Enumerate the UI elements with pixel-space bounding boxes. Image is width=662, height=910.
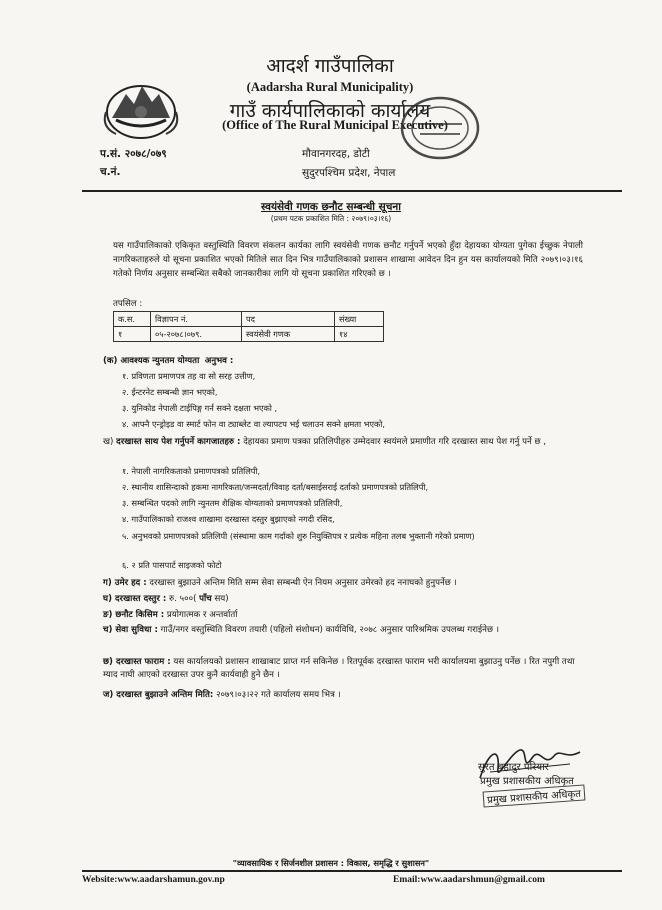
application-fee: घ) दरखास्त दस्तुर : रु. ५००( पाँच सय)	[103, 594, 229, 604]
qualification-heading: (क) आवश्यक न्युनतम योग्यता अनुभव :	[103, 356, 234, 366]
application-form: छ) दरखास्त फाराम : यस कार्यालयको प्रशासन शाखाबाट प्राप्त गर्न सकिनेछ । रितपूर्वक दरखास्त फाराम भरी कार्यालयमा बुझाउनु पर्नेछ । रित नपुगी तथा म्याद नाघी आएको दरखास्त उपर कुनै कार्यवाही हुने छैन ।	[103, 657, 575, 680]
list-item: ३. युनिकोड नेपाली टाईपिङ्ग गर्न सक्ने दक्षता भएको ,	[122, 403, 278, 413]
office-name-np: गाउँ कार्यपालिकाको कार्यालय	[229, 100, 431, 122]
table-cell: १४	[335, 327, 384, 342]
reference-number: प.सं. २०७८/०७९	[100, 148, 167, 160]
documents-heading: ख) दरखास्त साथ पेश गर्नुपर्ने कागजातहरु : देहायका प्रमाण पत्रका प्रतिलिपीहरु उम्मेदवार स्वयंमले प्रमाणीत गरि दरखास्त साथ पेश गर्नु पर्ने छ ,	[103, 437, 547, 447]
list-item: १. नेपाली नागरिकताको प्रमाणपत्रको प्रतिलिपी,	[122, 466, 261, 476]
table-header-cell: विज्ञापन नं.	[151, 312, 242, 327]
selection-method: ङ) छनौट किसिम : प्रयोगात्मक र अन्तर्वार्ता	[103, 610, 238, 620]
footer-website: Website:www.aadarshamun.gov.np	[82, 875, 225, 885]
address-line-2: सुदुरपश्चिम प्रदेश, नेपाल	[302, 167, 396, 179]
signatory-title: प्रमुख प्रशासकीय अधिकृत	[480, 776, 574, 787]
table-header-cell: पद	[242, 312, 335, 327]
notice-intro: यस गाउँपालिकाको एकिकृत वस्तुस्थिति विवरण संकलन कार्यका लागि स्वयंसेवी गणक छनौट गर्नुपर्ने भएको हुँदा देहायका योग्यता पुगेका ईच्छुक नेपाली नागरिकताहरुले यो सूचना प्रकाशित भएको मितिले सात दिन भित्र गाउँपालिकाको प्रशासन शाखामा आवेदन दिन हुन यस कार्यालयको मिति २०७९।०३।१६ गतेको निर्णय अनुसार सम्बन्धित सबैको जानकारीका लागि यो सूचना प्रकाशित गरिएको छ ।	[113, 241, 583, 279]
notice-title: स्वयंसेवी गणक छनौट सम्बन्धी सूचना	[261, 201, 401, 213]
list-item: ३. सम्बन्धित पदको लागि न्युनतम शैक्षिक योग्यताको प्रमाणपत्रको प्रतिलिपी,	[122, 498, 343, 508]
table-row	[114, 327, 384, 342]
table-header-cell: क.स.	[114, 312, 151, 327]
list-item: ५. अनुभवको प्रमाणपत्रको प्रतिलिपी (संस्थामा काम गर्दाको शुरु नियुक्तिपत्र र प्रत्येक महिना तलब भुक्तानी गरेको प्रमाण)	[122, 531, 475, 541]
dispatch-number: च.नं.	[100, 166, 121, 178]
office-name-en: (Office of The Rural Municipal Executive)	[222, 118, 448, 132]
table-cell: ०५-२०७८।०७९.	[151, 327, 242, 342]
vacancy-table	[113, 311, 384, 342]
signatory-stamp: प्रमुख प्रशासकीय अधिकृत	[483, 784, 586, 807]
address-line-1: मौवानगरदह, डोटी	[302, 148, 370, 160]
list-item: ४. आफ्नै एन्ड्रोइड वा स्मार्ट फोन वा ट्याब्लेट वा ल्यापटप भई चलाउन सक्ने क्षमता भएको,	[122, 419, 385, 429]
list-item: ६. २ प्रति पासपार्ट साइजको फोटो	[122, 560, 222, 570]
table-header-row	[114, 312, 384, 327]
list-item: २. स्थानीय शासिन्दाको हकमा नागरिकता/जन्मदर्ता/विवाह दर्ता/बसाईसराई दर्ताको प्रमाणपत्रको प्रतिलिपी,	[122, 482, 429, 492]
footer-email: Email:www.aadarshmun@gmail.com	[393, 875, 545, 885]
list-item: ४. गाउँपालिकाको राजश्व शाखामा दरखास्त दस्तुर बुझाएको नगदी रसिद,	[122, 514, 335, 524]
office-stamp-icon	[388, 88, 488, 170]
municipality-name-np: आदर्श गाउँपालिका	[266, 55, 394, 77]
table-header-cell: संख्या	[335, 312, 384, 327]
footer-motto: "व्यावसायिक र सिर्जनशील प्रशासन : विकास, समृद्धि र सुशासन"	[232, 858, 430, 868]
municipality-name-en: (Aadarsha Rural Municipality)	[246, 80, 414, 94]
signatory-name: सुरत बहादुर परियार	[478, 762, 549, 773]
service-facility: च) सेवा सुविधा : गाउँ/नगर वस्तुस्थिति विवरण तयारी (पहिलो संशोधन) कार्यविधि, २०७८ अनुसार पारिश्रमिक उपलब्ध गराईनेछ ।	[103, 625, 499, 635]
table-cell: स्वयंसेवी गणक	[242, 327, 335, 342]
notice-subtitle: (प्रथम पटक प्रकाशित मिति : २०७९।०३।१६)	[270, 214, 392, 223]
list-item: १. प्रविणता प्रमाणपत्र तह वा सो सरह उत्तीण,	[122, 371, 256, 381]
age-limit: ग) उमेर हद : दरखास्त बुझाउने अन्तिम मिति सम्म सेवा सम्बन्धी ऐन नियम अनुसार उमेरको हद ननाघको हुनुपर्नेछ ।	[103, 578, 457, 588]
tapasil-label: तपसिल :	[113, 299, 143, 309]
list-item: २. ईन्टरनेट सम्बन्धी ज्ञान भएको,	[122, 387, 218, 397]
footer-divider	[82, 870, 622, 872]
header-divider	[82, 190, 622, 192]
deadline: ज) दरखास्त बुझाउने अन्तिम मिति: २०७९।०३।२२ गते कार्यालय समय भित्र ।	[103, 690, 341, 700]
table-cell: १	[114, 327, 151, 342]
